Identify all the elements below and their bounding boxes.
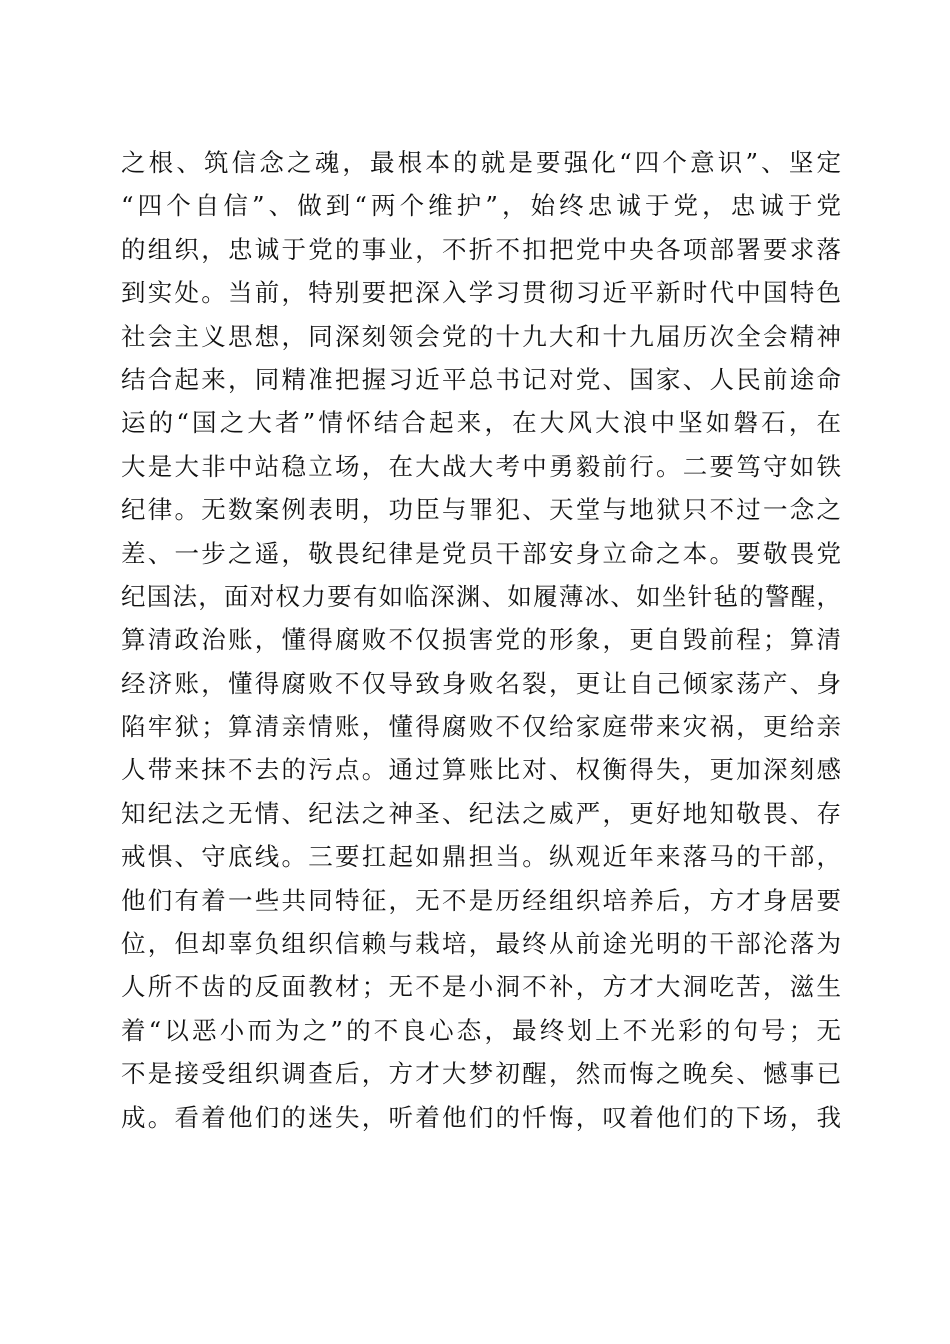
text-line: 社会主义思想，同深刻领会党的十九大和十九届历次全会精神 xyxy=(121,321,841,351)
text-line: 纪律。无数案例表明，功臣与罪犯、天堂与地狱只不过一念之 xyxy=(121,495,841,525)
text-line: 他们有着一些共同特征，无不是历经组织培养后，方才身居要 xyxy=(121,885,841,915)
text-line: “四个自信”、做到“两个维护”，始终忠诚于党，忠诚于党 xyxy=(121,191,841,221)
text-line: 着“以恶小而为之”的不良心态，最终划上不光彩的句号；无 xyxy=(121,1015,841,1045)
text-line: 算清政治账，懂得腐败不仅损害党的形象，更自毁前程；算清 xyxy=(121,625,841,655)
text-line: 纪国法，面对权力要有如临深渊、如履薄冰、如坐针毡的警醒， xyxy=(121,581,841,611)
text-line: 成。看着他们的迷失，听着他们的忏悔，叹着他们的下场，我 xyxy=(121,1102,841,1132)
text-line: 人带来抹不去的污点。通过算账比对、权衡得失，更加深刻感 xyxy=(121,755,841,785)
text-line: 戒惧、守底线。三要扛起如鼎担当。纵观近年来落马的干部， xyxy=(121,842,841,872)
text-line: 到实处。当前，特别要把深入学习贯彻习近平新时代中国特色 xyxy=(121,278,841,308)
text-line: 差、一步之遥，敬畏纪律是党员干部安身立命之本。要敬畏党 xyxy=(121,538,841,568)
text-line: 人所不齿的反面教材；无不是小洞不补，方才大洞吃苦，滋生 xyxy=(121,972,841,1002)
text-line: 之根、筑信念之魂，最根本的就是要强化“四个意识”、坚定 xyxy=(121,148,841,177)
text-line: 经济账，懂得腐败不仅导致身败名裂，更让自己倾家荡产、身 xyxy=(121,668,841,698)
text-line: 运的“国之大者”情怀结合起来，在大风大浪中坚如磐石，在 xyxy=(121,408,841,438)
text-line: 不是接受组织调查后，方才大梦初醒，然而悔之晚矣、憾事已 xyxy=(121,1059,841,1089)
text-line: 陷牢狱；算清亲情账，懂得腐败不仅给家庭带来灾祸，更给亲 xyxy=(121,712,841,742)
text-line: 的组织，忠诚于党的事业，不折不扣把党中央各项部署要求落 xyxy=(121,234,841,264)
text-line: 位，但却辜负组织信赖与栽培，最终从前途光明的干部沦落为 xyxy=(121,929,841,959)
text-line: 结合起来，同精准把握习近平总书记对党、国家、人民前途命 xyxy=(121,364,841,394)
text-line: 知纪法之无情、纪法之神圣、纪法之威严，更好地知敬畏、存 xyxy=(121,798,841,828)
body-paragraph xyxy=(121,141,841,1139)
text-line: 大是大非中站稳立场，在大战大考中勇毅前行。二要笃守如铁 xyxy=(121,451,841,481)
